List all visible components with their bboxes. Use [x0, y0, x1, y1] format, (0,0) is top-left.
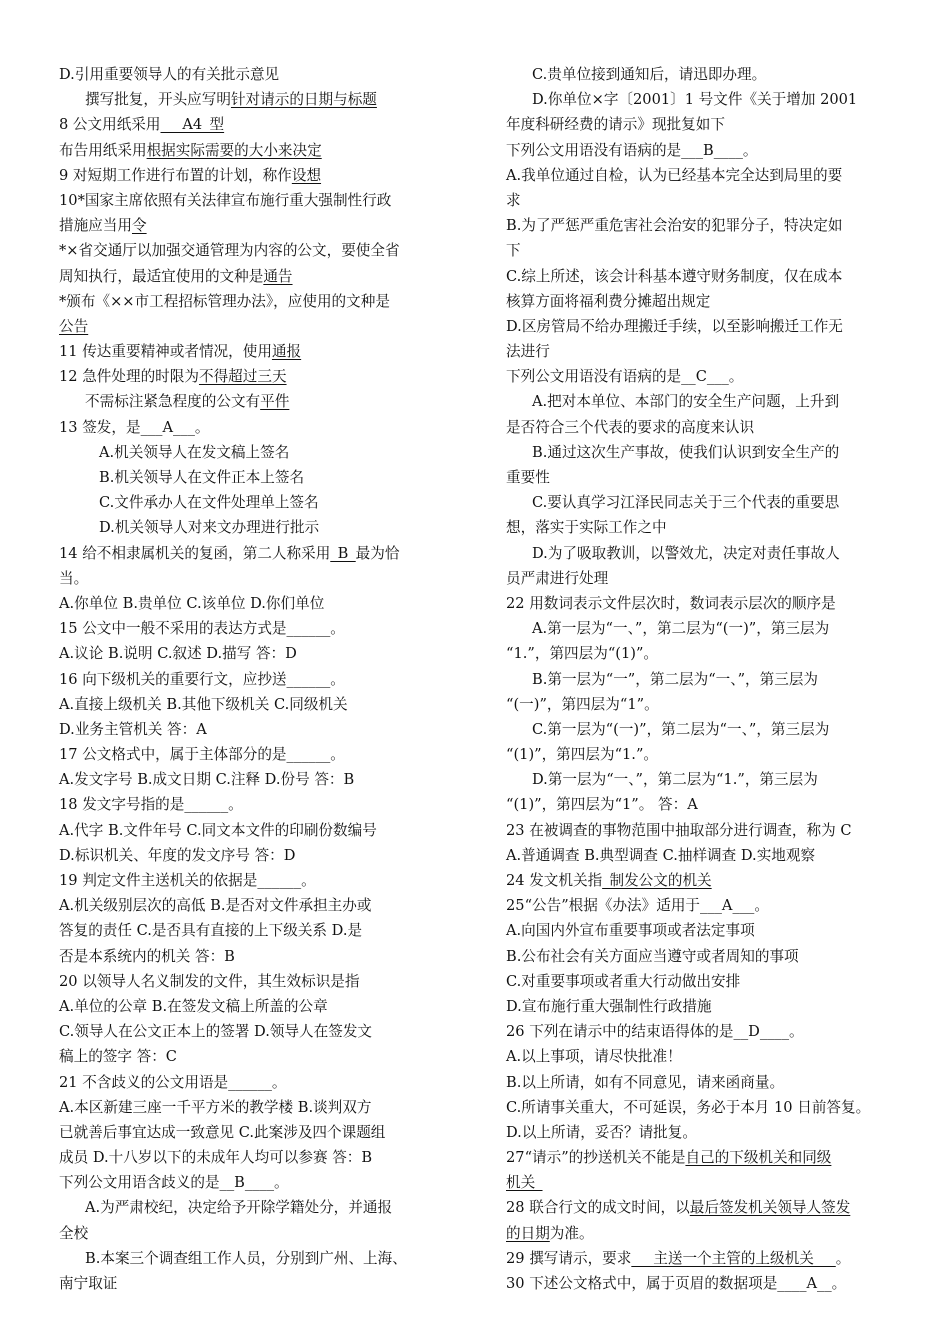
text-run: A.你单位 B.贵单位 C.该单位 D.你们单位	[59, 594, 325, 612]
underlined-answer: 令	[131, 217, 147, 235]
text-line	[506, 1070, 894, 1095]
text-line	[506, 1044, 894, 1069]
text-run: B.公布社会有关方面应当遵守或者周知的事项	[506, 947, 799, 965]
text-line	[59, 87, 451, 112]
underlined-answer: 通告	[263, 267, 293, 285]
text-line	[59, 364, 451, 389]
underlined-answer: ___A4_型	[160, 116, 225, 134]
text-line	[59, 339, 451, 364]
underlined-answer: 自己的下级机关和同级	[685, 1149, 832, 1167]
text-run: A.机关级别层次的高低 B.是否对文件承担主办或	[59, 897, 372, 915]
text-line	[506, 1170, 894, 1195]
text-run: 员严肃进行处理	[506, 569, 609, 587]
text-line	[59, 641, 451, 666]
text-line	[506, 1271, 894, 1296]
text-run: B.通过这次生产事故，使我们认识到安全生产的	[532, 443, 840, 461]
underlined-answer: 设想	[291, 166, 322, 184]
underlined-answer: 针对请示的日期与标题	[230, 91, 377, 109]
text-line	[506, 1145, 894, 1170]
text-run: 稿上的签字 答：C	[59, 1048, 177, 1066]
text-run: C.第一层为“(一)”，第二层为“一、”，第三层为	[532, 720, 830, 738]
text-run: 14 给不相隶属机关的复函，第二人称采用	[59, 544, 331, 562]
text-run: 8 公文用纸采用	[59, 116, 161, 134]
underlined-answer: ___主送一个主管的上级机关___	[631, 1249, 836, 1267]
text-line	[506, 944, 894, 969]
text-run: A.以上事项，请尽快批准！	[506, 1048, 682, 1066]
text-line	[506, 87, 894, 112]
text-run: D.宣布施行重大强制性行政措施	[506, 997, 712, 1015]
text-run: 为准。	[549, 1224, 594, 1242]
text-line	[506, 616, 894, 641]
text-run: D.为了吸取教训，以警效尤，决定对责任事故人	[532, 544, 840, 562]
text-line	[506, 465, 894, 490]
underlined-answer: 通报	[271, 343, 302, 361]
text-run: 核算方面将福利费分摊超出规定	[506, 292, 711, 310]
text-line	[59, 1095, 451, 1120]
text-run: 12 急件处理的时限为	[59, 368, 199, 386]
text-run: “(1)”，第四层为“1”。 答：A	[506, 796, 698, 814]
text-run: *颁布《××市工程招标管理办法》，应使用的文种是	[59, 292, 390, 310]
text-run: 否是本系统内的机关 答：B	[59, 947, 235, 965]
text-run: 19 判定文件主送机关的依据是______。	[59, 872, 316, 889]
text-line	[506, 969, 894, 994]
underlined-answer: 机关_	[506, 1174, 543, 1192]
text-line	[506, 541, 894, 566]
text-run: 已就善后事宜达成一致意见 C.此案涉及四个课题组	[59, 1123, 386, 1141]
text-run: 26 下列在请示中的结束语得体的是__D____。	[506, 1023, 804, 1041]
text-run: 22 用数词表示文件层次时，数词表示层次的顺序是	[506, 594, 836, 612]
underlined-answer: 最后签发机关领导人签发	[689, 1199, 851, 1217]
text-run: A.直接上级机关 B.其他下级机关 C.同级机关	[59, 695, 348, 713]
text-line	[59, 994, 451, 1019]
text-run: 20 以领导人名义制发的文件，其生效标识是指	[59, 972, 360, 990]
text-run: B.为了严惩严重危害社会治安的犯罪分子，特决定如	[506, 217, 843, 235]
text-run: 全校	[59, 1224, 89, 1242]
underlined-answer: 的日期	[506, 1224, 550, 1242]
text-run: 求	[506, 191, 521, 209]
text-run: 下	[506, 242, 521, 260]
text-run: A.第一层为“一、”，第二层为“(一)”，第三层为	[532, 620, 830, 638]
text-run: “1.”，第四层为“(1)”。	[506, 645, 659, 663]
text-run: A.议论 B.说明 C.叙述 D.描写 答：D	[59, 645, 297, 663]
text-line	[506, 717, 894, 742]
text-line	[59, 1120, 451, 1145]
text-run: “(1)”，第四层为“1.”。	[506, 746, 659, 764]
text-run: A.把对本单位、本部门的安全生产问题，上升到	[532, 393, 840, 411]
text-run: 21 不含歧义的公文用语是______。	[59, 1073, 287, 1091]
text-run: 南宁取证	[59, 1275, 118, 1292]
text-line	[59, 1019, 451, 1044]
text-line	[506, 515, 894, 540]
text-run: A.发文字号 B.成文日期 C.注释 D.份号 答：B	[59, 771, 355, 789]
text-run: D.业务主管机关 答：A	[59, 720, 207, 738]
text-line	[506, 667, 894, 692]
text-line	[506, 591, 894, 616]
text-line	[506, 1095, 894, 1120]
text-line	[59, 188, 451, 213]
text-line	[506, 1120, 894, 1145]
text-line	[59, 541, 451, 566]
text-line	[506, 792, 894, 817]
text-line	[506, 213, 894, 238]
text-line	[506, 440, 894, 465]
text-run: A.单位的公章 B.在签发文稿上所盖的公章	[59, 997, 328, 1015]
text-run: D.引用重要领导人的有关批示意见	[59, 66, 280, 83]
text-line	[506, 994, 894, 1019]
text-run: D.标识机关、年度的发文序号 答：D	[59, 846, 296, 864]
text-line	[506, 112, 894, 137]
text-line	[506, 415, 894, 440]
underlined-answer: _制发公文的机关	[602, 872, 712, 889]
text-line	[59, 1070, 451, 1095]
text-line	[59, 264, 451, 289]
text-line	[506, 289, 894, 314]
text-run: B.以上所请，如有不同意见，请来函商量。	[506, 1073, 785, 1091]
text-run: A.我单位通过自检，认为已经基本完全达到局里的要	[506, 166, 843, 184]
text-line	[59, 717, 451, 742]
text-line	[59, 213, 451, 238]
text-line	[59, 163, 451, 188]
text-line	[59, 515, 451, 540]
text-run: C.文件承办人在文件处理单上签名	[99, 494, 319, 512]
text-run: 当。	[59, 569, 89, 587]
text-line	[506, 566, 894, 591]
text-line	[506, 138, 894, 163]
text-line	[506, 893, 894, 918]
text-run: A.代字 B.文件年号 C.同文本文件的印刷份数编号	[59, 821, 377, 839]
text-line	[59, 742, 451, 767]
text-line	[506, 188, 894, 213]
text-line	[59, 591, 451, 616]
text-run: 下列公文用语没有语病的是___B____。	[506, 141, 758, 159]
text-run: C.领导人在公文正本上的签署 D.领导人在签发文	[59, 1023, 373, 1041]
text-run: 措施应当用	[59, 217, 132, 235]
text-line	[59, 843, 451, 868]
text-line	[59, 1044, 451, 1069]
text-run: 是否符合三个代表的要求的高度来认识	[506, 418, 755, 436]
text-run: A.为严肃校纪，决定给予开除学籍处分，并通报	[85, 1199, 393, 1217]
text-line	[59, 1246, 451, 1271]
text-run: *×省交通厅以加强交通管理为内容的公文，要使全省	[59, 242, 400, 260]
text-line	[59, 893, 451, 918]
text-run: A.向国内外宣布重要事项或者法定事项	[506, 922, 755, 940]
text-run: D.以上所请，妥否？请批复。	[506, 1123, 697, 1141]
text-run: B.第一层为“一”，第二层为“一、”，第三层为	[532, 670, 819, 688]
text-line	[59, 566, 451, 591]
text-line	[59, 969, 451, 994]
text-run: C.所请事关重大，不可延误，务必于本月 10 日前答复。	[506, 1098, 871, 1116]
text-line	[59, 792, 451, 817]
text-line	[506, 389, 894, 414]
text-run: C.综上所述，该会计科基本遵守财务制度，仅在成本	[506, 267, 843, 285]
text-run: D.机关领导人对来文办理进行批示	[99, 519, 320, 537]
text-line	[506, 62, 894, 87]
text-run: 27“请示”的抄送机关不能是	[506, 1149, 686, 1167]
text-run: 15 公文中一般不采用的表达方式是______。	[59, 620, 345, 638]
text-line	[59, 1195, 451, 1220]
text-run: 29 撰写请示，要求	[506, 1249, 632, 1267]
text-run: C.要认真学习江泽民同志关于三个代表的重要思	[532, 494, 840, 512]
text-line	[506, 1195, 894, 1220]
text-run: 成员 D.十八岁以下的未成年人均可以参赛 答：B	[59, 1149, 373, 1167]
text-run: 13 签发，是___A___。	[59, 418, 210, 436]
text-run: 10*国家主席依照有关法律宣布施行重大强制性行政	[59, 191, 392, 209]
text-run: B.本案三个调查组工作人员，分别到广州、上海、	[85, 1249, 407, 1267]
text-run: D.第一层为“一、”，第二层为“1.”，第三层为	[532, 771, 818, 789]
text-run: 年度科研经费的请示》现批复如下	[506, 116, 725, 134]
text-line	[506, 314, 894, 339]
text-run: 。	[835, 1249, 851, 1267]
text-line	[59, 818, 451, 843]
text-run: 下列公文用语含歧义的是__B____。	[59, 1174, 289, 1192]
text-run: A.普通调查 B.典型调查 C.抽样调查 D.实地观察	[506, 846, 816, 864]
text-run: 23 在被调查的事物范围中抽取部分进行调查，称为 C	[506, 821, 852, 839]
text-line	[506, 692, 894, 717]
text-line	[59, 62, 451, 87]
text-run: 24 发文机关指	[506, 872, 603, 889]
underlined-answer: 不得超过三天	[198, 368, 287, 386]
text-run: 布告用纸采用	[59, 141, 147, 159]
text-line	[59, 616, 451, 641]
text-line	[506, 742, 894, 767]
text-line	[59, 692, 451, 717]
text-run: 18 发文字号指的是______。	[59, 796, 243, 814]
text-run: 28 联合行文的成文时间，以	[506, 1199, 690, 1217]
text-line	[59, 490, 451, 515]
text-line	[59, 1170, 451, 1195]
text-line	[59, 667, 451, 692]
text-line	[59, 868, 451, 893]
text-run: D.区房管局不给办理搬迁手续，以至影响搬迁工作无	[506, 317, 843, 335]
text-line	[506, 238, 894, 263]
text-line	[506, 490, 894, 515]
text-run: 11 传达重要精神或者情况，使用	[59, 343, 272, 361]
underlined-answer: 公告	[59, 317, 89, 335]
text-line	[59, 389, 451, 414]
text-run: 周知执行，最适宜使用的文种是	[59, 267, 264, 285]
text-run: 最为恰	[355, 544, 400, 562]
text-line	[59, 465, 451, 490]
left-column	[59, 62, 451, 1296]
text-line	[506, 1246, 894, 1271]
underlined-answer: _B_	[330, 544, 356, 562]
text-run: 想，落实于实际工作之中	[506, 519, 667, 537]
text-line	[59, 1271, 451, 1296]
underlined-answer: 根据实际需要的大小来决定	[146, 141, 322, 159]
text-line	[59, 238, 451, 263]
text-run: 不需标注紧急程度的公文有	[85, 393, 261, 411]
text-line	[59, 440, 451, 465]
text-run: 16 向下级机关的重要行文，应抄送______。	[59, 670, 345, 688]
text-line	[506, 1221, 894, 1246]
text-run: A.机关领导人在发文稿上签名	[99, 443, 290, 461]
text-run: B.机关领导人在文件正本上签名	[99, 469, 305, 486]
text-line	[506, 918, 894, 943]
text-line	[59, 1145, 451, 1170]
text-line	[59, 767, 451, 792]
text-line	[506, 339, 894, 364]
text-run: D.你单位×字〔2001〕1 号文件《关于增加 2001	[532, 91, 858, 109]
text-run: 重要性	[506, 469, 550, 486]
text-run: 法进行	[506, 343, 550, 361]
text-line	[59, 314, 451, 339]
text-line	[59, 289, 451, 314]
text-run: 答复的责任 C.是否具有直接的上下级关系 D.是	[59, 922, 363, 940]
right-column	[506, 62, 894, 1296]
text-line	[59, 112, 451, 137]
text-run: 30 下述公文格式中，属于页眉的数据项是____A__。	[506, 1275, 847, 1292]
text-line	[506, 868, 894, 893]
text-run: 9 对短期工作进行布置的计划，称作	[59, 166, 292, 184]
text-line	[59, 944, 451, 969]
text-run: 下列公文用语没有语病的是__C___。	[506, 368, 744, 386]
text-run: “(一)”，第四层为“1”。	[506, 695, 659, 713]
text-line	[506, 364, 894, 389]
text-run: C.贵单位接到通知后，请迅即办理。	[532, 66, 767, 83]
text-line	[506, 818, 894, 843]
text-line	[59, 918, 451, 943]
underlined-answer: 平件	[260, 393, 290, 411]
text-run: C.对重要事项或者重大行动做出安排	[506, 972, 741, 990]
text-run: 撰写批复，开头应写明	[85, 91, 231, 109]
text-line	[506, 641, 894, 666]
text-line	[506, 767, 894, 792]
text-line	[59, 138, 451, 163]
text-line	[506, 843, 894, 868]
text-line	[506, 264, 894, 289]
text-line	[506, 163, 894, 188]
text-line	[59, 415, 451, 440]
text-line	[59, 1221, 451, 1246]
text-run: A.本区新建三座一千平方米的教学楼 B.谈判双方	[59, 1098, 372, 1116]
text-run: 25“公告”根据《办法》适用于___A___。	[506, 897, 769, 915]
text-run: 17 公文格式中，属于主体部分的是______。	[59, 746, 345, 764]
text-line	[506, 1019, 894, 1044]
